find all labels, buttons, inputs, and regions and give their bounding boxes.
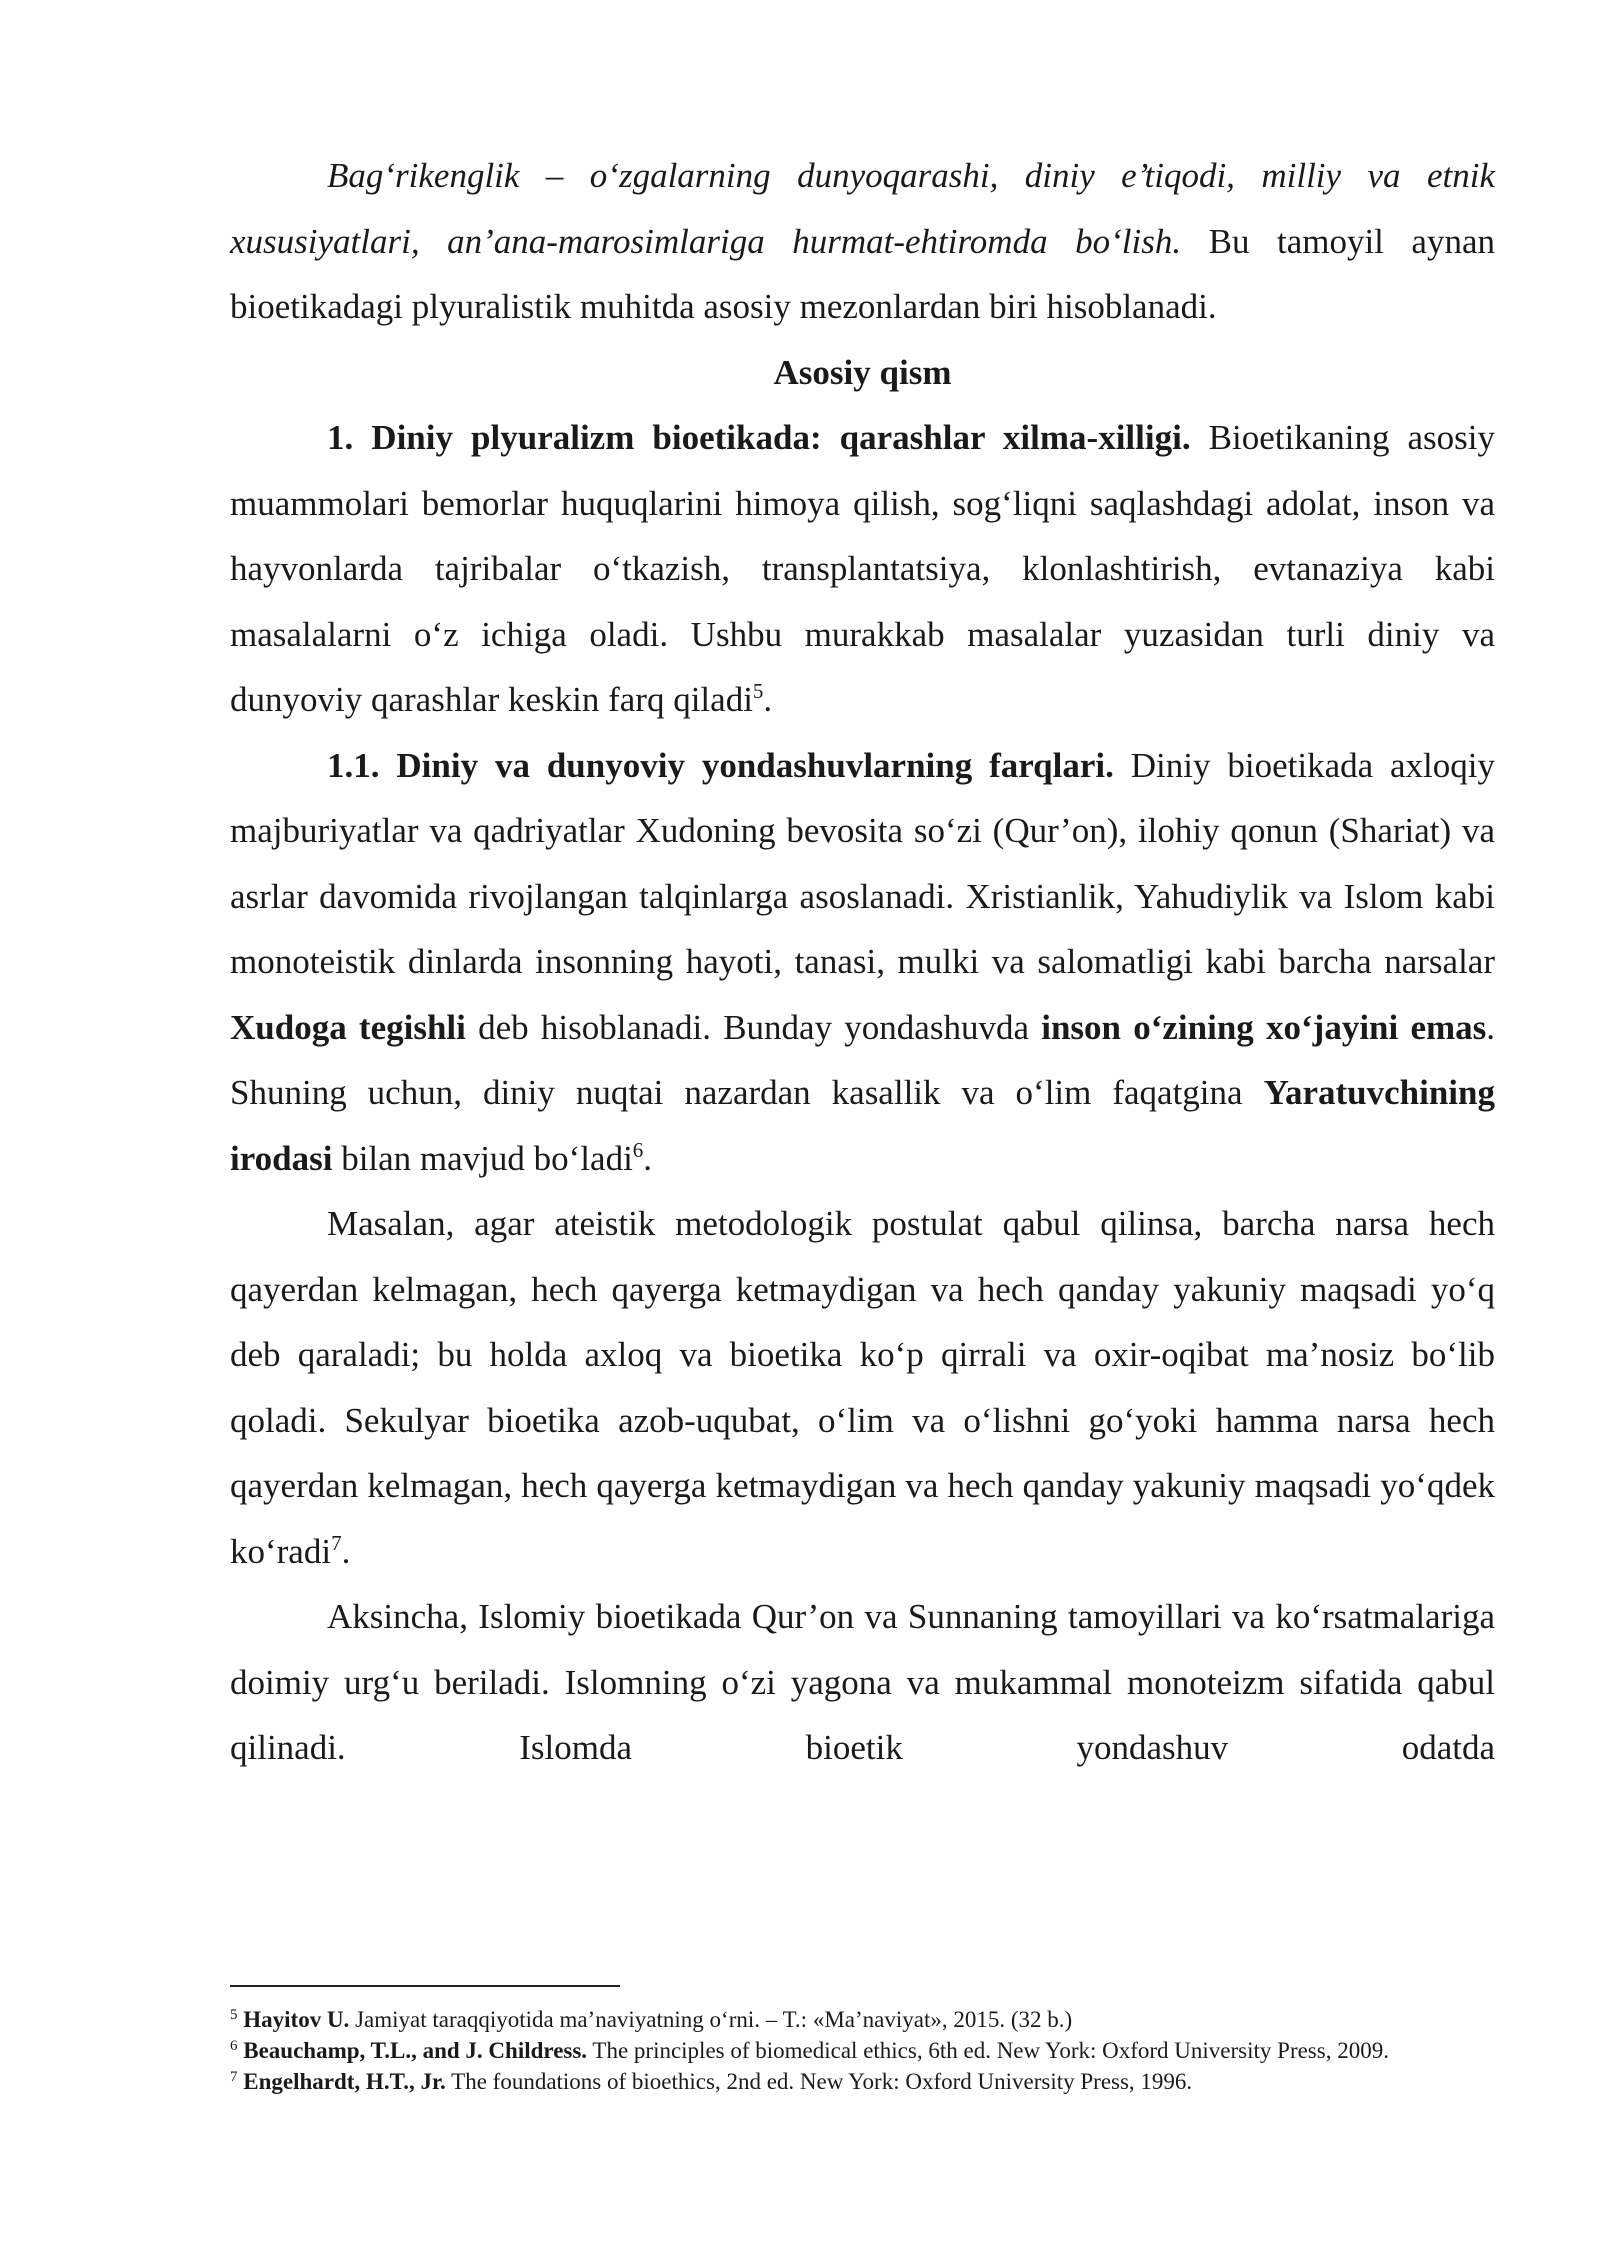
emphasis-text: Yaratuvchining irodasi	[230, 1073, 1495, 1178]
footnote-ref[interactable]: 7	[331, 1530, 342, 1555]
paragraph-atheistic-postulate	[230, 1191, 1495, 1584]
paragraph-islamic-bioethics	[230, 1584, 1495, 1781]
section-heading: Asosiy qism	[773, 352, 952, 392]
subsection-title: 1. Diniy plyuralizm bioetikada: qarashlar xilma-xilligi.	[327, 418, 1191, 457]
paragraph-text: . Shuning uchun, diniy nuqtai nazardan kasallik va o‘lim faqatgina	[230, 1007, 1496, 1112]
footnotes	[230, 2004, 1495, 2097]
definition-italic-text: Bag‘rikenglik – o‘zgalarning dunyoqarashi, diniy e’tiqodi, milliy va etnik xususiyatlari, an’ana-marosimlariga hurmat-ehtiromda bo‘lish.	[230, 156, 1495, 261]
footnote-separator	[230, 1985, 620, 1987]
paragraph-tolerance-definition	[230, 143, 1495, 340]
paragraph-end: .	[763, 680, 773, 719]
footnote-number: 6	[230, 2038, 238, 2054]
emphasis-text: inson o‘zining xo‘jayini emas	[1041, 1007, 1487, 1047]
footnote-item	[230, 2004, 1495, 2035]
subsection-title: 1.1. Diniy va dunyoviy yondashuvlarning farqlari.	[327, 745, 1114, 785]
footnote-ref[interactable]: 6	[632, 1137, 644, 1162]
footnote-text: Jamiyat taraqqiyotida ma’naviyatning o‘rni. – T.: «Ma’naviyat», 2015. (32 b.)	[349, 2007, 1073, 2032]
paragraph-text: Masalan, agar ateistik metodologik postulat qabul qilinsa, barcha narsa hech qayerdan kelmagan, hech qayerga ketmaydigan va hech qanday yakuniy maqsadi yo‘q deb qaraladi; bu holda axloq va bioetika ko‘p qirrali va oxir-oqibat ma’nosiz bo‘lib qoladi. Sekulyar bioetika azob-uqubat, o‘lim va o‘lishni go‘yoki hamma narsa hech qayerdan kelmagan, hech qayerga ketmaydigan va hech qanday yakuniy maqsadi yo‘qdek ko‘radi	[230, 1204, 1495, 1571]
paragraph-religious-pluralism	[230, 405, 1495, 733]
paragraph-end: .	[643, 1138, 653, 1178]
emphasis-text: Xudoga tegishli	[230, 1007, 466, 1047]
footnote-author: Hayitov U.	[243, 2007, 350, 2032]
paragraph-end: .	[341, 1531, 351, 1571]
paragraph-text: Diniy bioetikada axloqiy majburiyatlar va qadriyatlar Xudoning bevosita so‘zi (Qur’on), ilohiy qonun (Shariat) va asrlar davomida rivojlangan talqinlarga asoslanadi. Xristianlik, Yahudiylik va Islom kabi monoteistik dinlarda insonning hayoti, tanasi, mulki va salomatligi kabi barcha narsalar	[230, 745, 1496, 981]
footnote-number: 5	[230, 2007, 238, 2023]
paragraph-text: Bioetikaning asosiy muammolari bemorlar huquqlarini himoya qilish, sog‘liqni saqlashdagi adolat, inson va hayvonlarda tajribalar o‘tkazish, transplantatsiya, klonlashtirish, evtanaziya kabi masalalarni o‘z ichiga oladi. Ushbu murakkab masalalar yuzasidan turli diniy va dunyoviy qarashlar keskin farq qiladi	[230, 418, 1495, 719]
footnote-item	[230, 2035, 1495, 2066]
footnote-author: Beauchamp, T.L., and J. Childress.	[243, 2038, 588, 2063]
paragraph-text: bilan mavjud bo‘ladi	[332, 1138, 633, 1178]
footnote-text: The foundations of bioethics, 2nd ed. New York: Oxford University Press, 1996.	[445, 2069, 1193, 2094]
footnote-author: Engelhardt, H.T., Jr.	[243, 2069, 446, 2094]
footnote-ref[interactable]: 5	[752, 679, 764, 703]
footnote-item	[230, 2066, 1495, 2097]
page-body	[230, 143, 1495, 1781]
paragraph-text: deb hisoblanadi. Bunday yondashuvda	[465, 1007, 1042, 1047]
paragraph-text: Aksincha, Islomiy bioetikada Qur’on va Sunnaning tamoyillari va ko‘rsatmalariga doimiy urg‘u beriladi. Islomning o‘zi yagona va mukammal monoteizm sifatida qabul qilinadi. Islomda bioetik yondashuv odatda	[230, 1597, 1495, 1767]
paragraph-approaches-differences	[230, 733, 1495, 1192]
footnote-number: 7	[230, 2069, 238, 2085]
paragraph-text: Bu tamoyil aynan bioetikadagi plyuralistik muhitda asosiy mezonlardan biri hisoblanadi.	[230, 221, 1495, 326]
footnote-text: The principles of biomedical ethics, 6th ed. New York: Oxford University Press, 2009.	[587, 2038, 1389, 2063]
